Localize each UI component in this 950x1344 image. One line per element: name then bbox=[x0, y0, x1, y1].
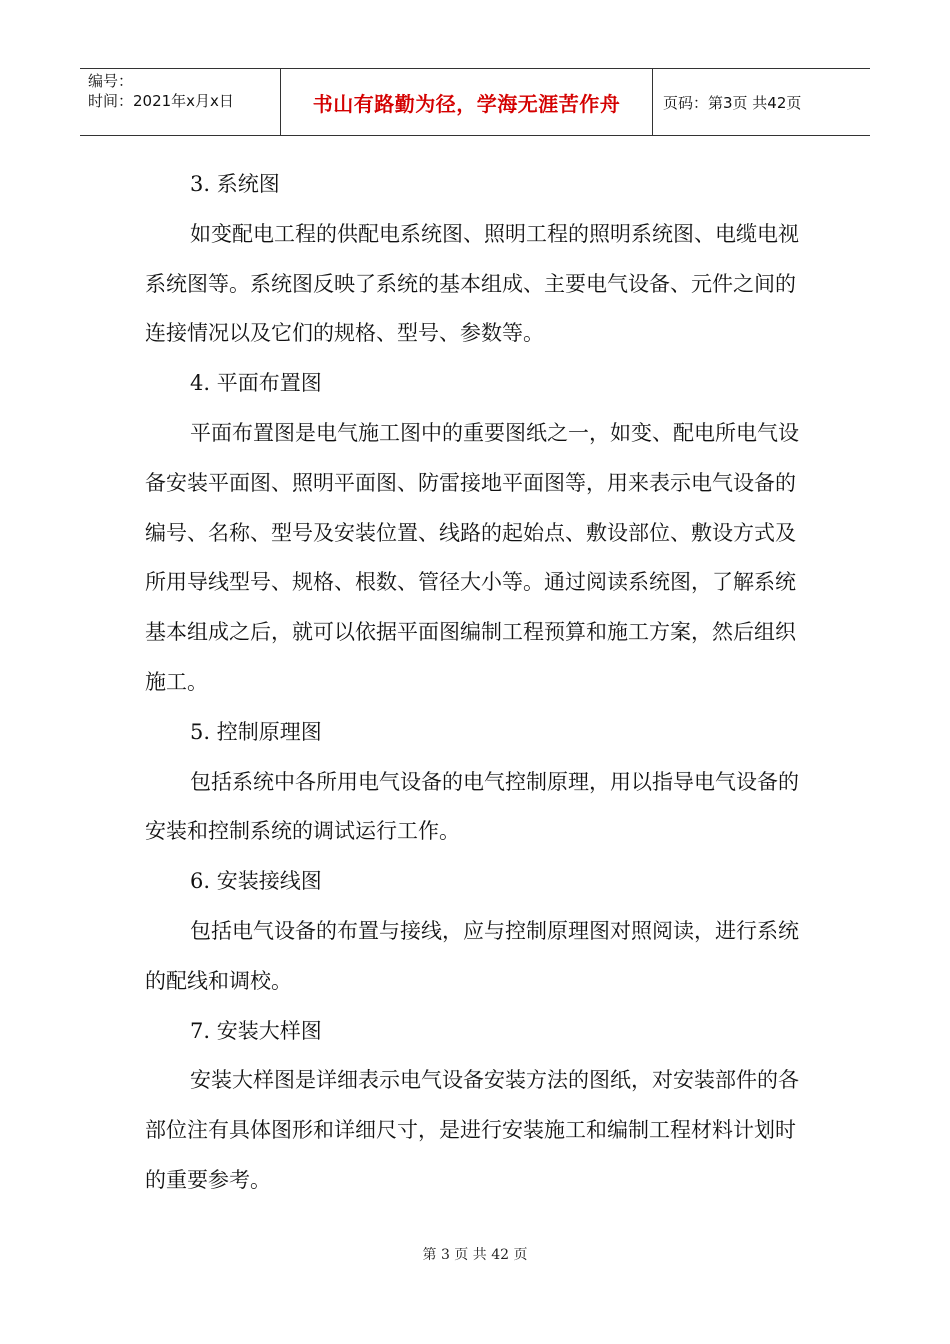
section-paragraph: 安装大样图是详细表示电气设备安装方法的图纸，对安装部件的各部位注有具体图形和详细尺寸，是进行安装施工和编制工程材料计划时的重要参考。 bbox=[145, 1068, 799, 1192]
section-heading: 3. 系统图 bbox=[190, 172, 280, 196]
footer-page-number: 第 3 页 共 42 页 bbox=[422, 1247, 528, 1263]
section-heading: 4. 平面布置图 bbox=[190, 371, 322, 396]
section-heading: 6. 安装接线图 bbox=[190, 869, 322, 894]
document-header bbox=[80, 68, 870, 136]
document-body bbox=[145, 160, 805, 1206]
section-heading: 7. 安装大样图 bbox=[190, 1018, 322, 1043]
header-meta-cell bbox=[80, 69, 281, 135]
header-motto: 书山有路勤为径，学海无涯苦作舟 bbox=[312, 91, 621, 116]
header-page-cell bbox=[653, 69, 870, 135]
section-paragraph: 包括系统中各所用电气设备的电气控制原理，用以指导电气设备的安装和控制系统的调试运行工作。 bbox=[145, 769, 799, 844]
page-footer bbox=[0, 1244, 950, 1264]
section-paragraph: 如变配电工程的供配电系统图、照明工程的照明系统图、电缆电视系统图等。系统图反映了系统的基本组成、主要电气设备、元件之间的连接情况以及它们的规格、型号、参数等。 bbox=[145, 221, 799, 346]
section-paragraph: 包括电气设备的布置与接线，应与控制原理图对照阅读，进行系统的配线和调校。 bbox=[145, 918, 799, 993]
document-number-label: 编号： bbox=[88, 72, 134, 90]
document-time-label: 时间：2021年x月x日 bbox=[88, 92, 234, 110]
header-page-info: 页码：第3页 共42页 bbox=[663, 93, 802, 112]
header-motto-cell bbox=[281, 69, 653, 135]
section-heading: 5. 控制原理图 bbox=[190, 719, 322, 744]
section-paragraph: 平面布置图是电气施工图中的重要图纸之一，如变、配电所电气设备安装平面图、照明平面图、防雷接地平面图等，用来表示电气设备的编号、名称、型号及安装位置、线路的起始点、敷设部位、敷设方式及所用导线型号、规格、根数、管径大小等。通过阅读系统图，了解系统基本组成之后，就可以依据平面图编制工程预算和施工方案，然后组织施工。 bbox=[145, 420, 799, 694]
